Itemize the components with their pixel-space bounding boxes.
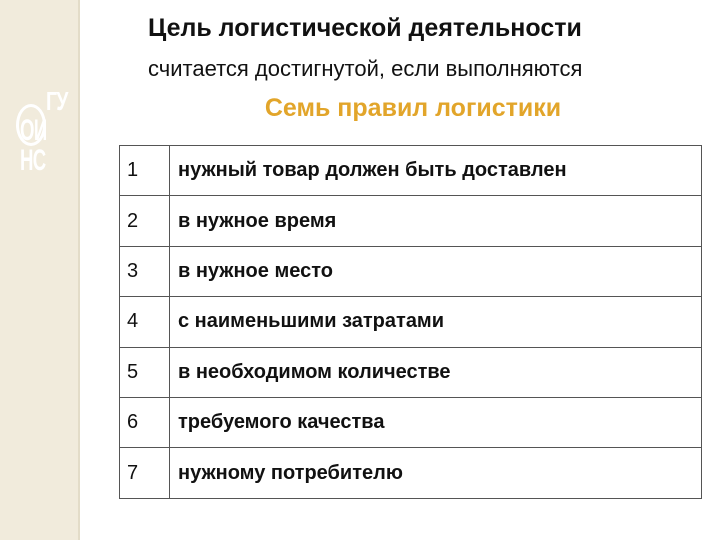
rule-number: 5	[120, 347, 170, 397]
table-row	[120, 397, 702, 447]
rules-heading: Семь правил логистики	[264, 94, 562, 122]
rule-text: в нужное место	[170, 246, 702, 296]
rule-text: нужному потребителю	[170, 448, 702, 498]
rule-number: 2	[120, 196, 170, 246]
rule-number: 6	[120, 397, 170, 447]
table-row	[120, 146, 702, 196]
watermark-text-top: ГУ	[46, 86, 68, 116]
rule-text: в нужное время	[170, 196, 702, 246]
watermark-text-bottom: ОИ НС	[20, 114, 47, 177]
rule-number: 7	[120, 448, 170, 498]
page-title: Цель логистической деятельности	[148, 14, 582, 42]
rule-text: требуемого качества	[170, 397, 702, 447]
table-row	[120, 347, 702, 397]
rule-text: нужный товар должен быть доставлен	[170, 146, 702, 196]
side-decorative-panel	[0, 0, 79, 540]
rule-text: в необходимом количестве	[170, 347, 702, 397]
rule-number: 3	[120, 246, 170, 296]
rule-number: 4	[120, 297, 170, 347]
table-row	[120, 297, 702, 347]
side-panel-edge	[78, 0, 80, 540]
table-row	[120, 246, 702, 296]
rule-number: 1	[120, 146, 170, 196]
rules-table	[119, 145, 702, 499]
table-row	[120, 448, 702, 498]
page-subtitle: считается достигнутой, если выполняются	[148, 56, 583, 81]
rule-text: с наименьшими затратами	[170, 297, 702, 347]
table-row	[120, 196, 702, 246]
